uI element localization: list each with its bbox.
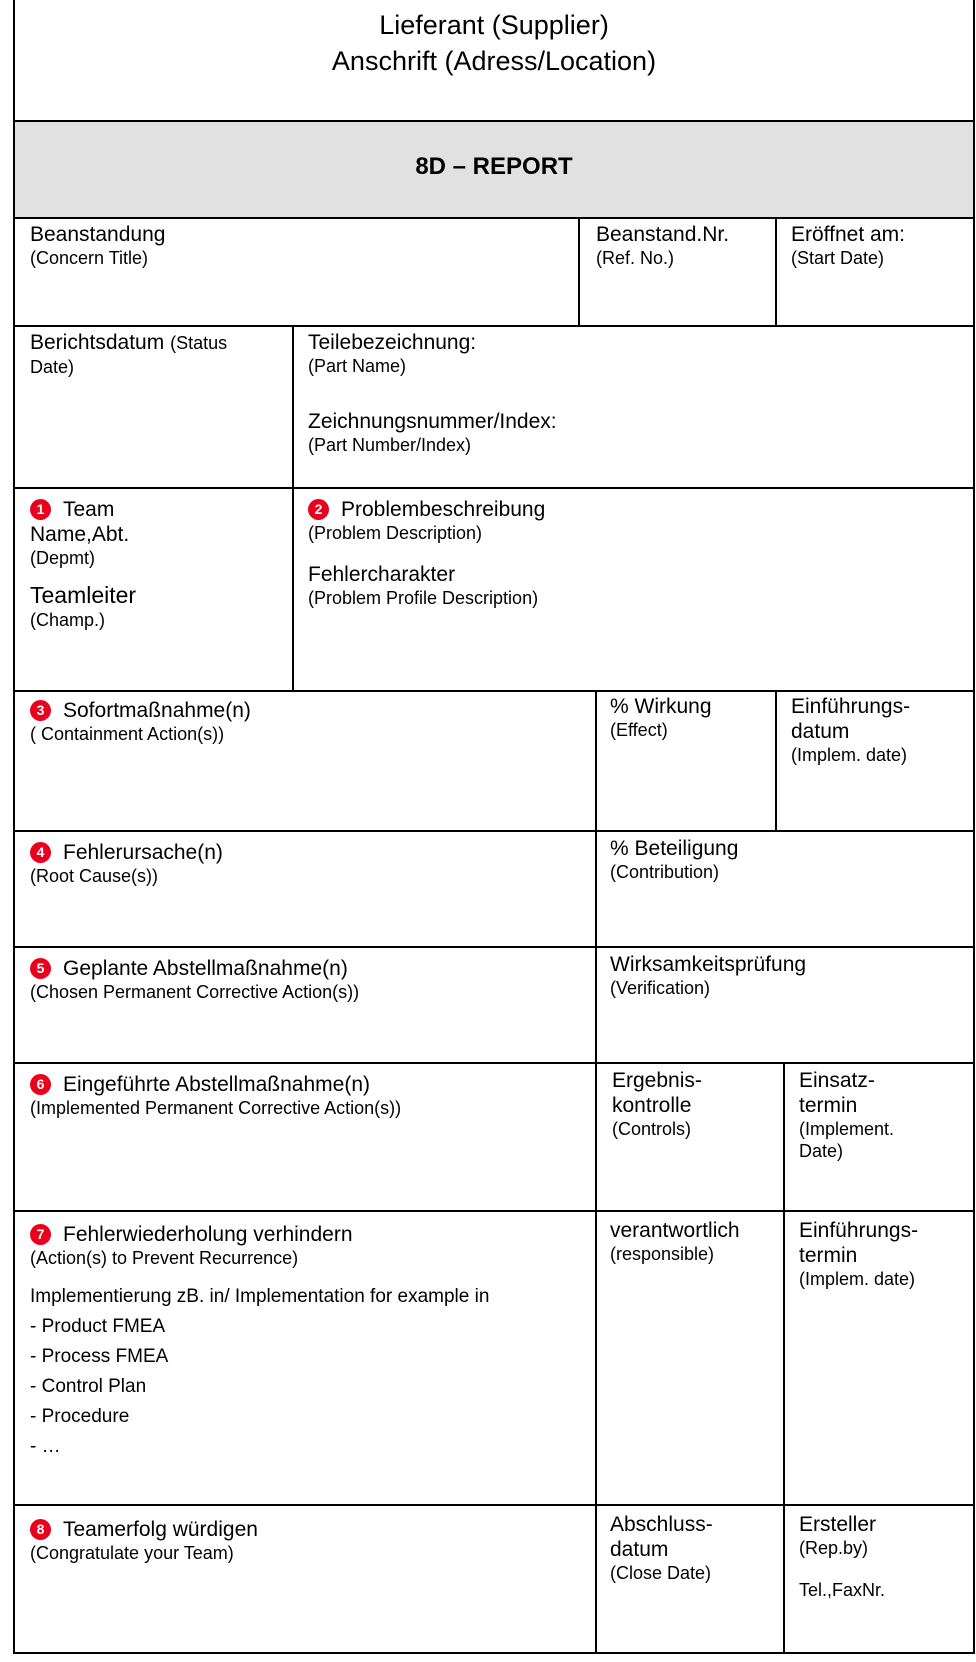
controls-label-en: (Controls): [612, 1119, 692, 1139]
chosen-action-title: Geplante Abstellmaßnahme(n): [63, 957, 348, 980]
divider: [292, 325, 294, 692]
step-3-icon: 3: [30, 700, 51, 721]
implement-date-field[interactable]: [799, 1068, 894, 1162]
implement-date-label: Einsatz-: [799, 1069, 875, 1092]
step-4-icon: 4: [30, 842, 51, 863]
divider: [595, 690, 597, 1654]
team-field[interactable]: [30, 497, 136, 631]
concern-title-field[interactable]: [30, 222, 165, 269]
congratulate-field[interactable]: [30, 1517, 258, 1564]
team-name-label: Name,Abt.: [30, 523, 130, 546]
part-number-label: Zeichnungsnummer/Index:: [308, 410, 557, 433]
status-label: Berichtsdatum (Status: [30, 331, 228, 354]
part-number-field[interactable]: [308, 409, 557, 456]
chosen-action-title-en: (Chosen Permanent Corrective Action(s)): [30, 982, 360, 1002]
controls-field[interactable]: [612, 1068, 702, 1140]
responsible-label: verantwortlich: [610, 1219, 740, 1242]
divider: [775, 217, 777, 327]
effect-field[interactable]: [610, 694, 712, 741]
list-item: - Procedure: [30, 1406, 130, 1427]
divider: [13, 690, 975, 692]
creator-label-en: (Rep.by): [799, 1538, 869, 1558]
implem-date-field[interactable]: [791, 694, 910, 766]
responsible-field[interactable]: [610, 1218, 740, 1265]
implement-date-label-en-2: Date): [799, 1141, 844, 1161]
divider: [13, 325, 975, 327]
creator-tel-label: Tel.,FaxNr.: [799, 1580, 886, 1600]
divider: [13, 946, 975, 948]
verification-label-en: (Verification): [610, 978, 711, 998]
recurrence-date-label-en: (Implem. date): [799, 1269, 916, 1289]
problem-profile-label: Fehlercharakter: [308, 563, 456, 586]
implemented-action-title-en: (Implemented Permanent Corrective Action(s)): [30, 1098, 402, 1118]
contribution-label-en: (Contribution): [610, 862, 720, 882]
divider: [578, 217, 580, 327]
implement-date-label-2: termin: [799, 1094, 858, 1117]
divider: [13, 1210, 975, 1212]
implementation-note: Implementierung zB. in/ Implementation for example in: [30, 1286, 490, 1307]
congratulate-title-en: (Congratulate your Team): [30, 1543, 234, 1563]
start-label: Eröffnet am:: [791, 223, 906, 246]
divider: [783, 1062, 785, 1654]
supplier-line: [15, 10, 973, 41]
implement-date-label-en: (Implement.: [799, 1119, 895, 1139]
ref-label-en: (Ref. No.): [596, 248, 675, 268]
list-item: - Product FMEA: [30, 1316, 166, 1337]
controls-label: Ergebnis-: [612, 1069, 702, 1092]
containment-title: Sofortmaßnahme(n): [63, 699, 251, 722]
contribution-label: % Beteiligung: [610, 837, 739, 860]
team-title: Team: [63, 498, 115, 521]
list-item: - Process FMEA: [30, 1346, 169, 1367]
close-date-label-2: datum: [610, 1538, 669, 1561]
step-8-icon: 8: [30, 1519, 51, 1540]
close-date-field[interactable]: [610, 1512, 713, 1584]
divider: [13, 120, 975, 122]
supplier-label: Lieferant (Supplier): [379, 10, 609, 40]
divider: [13, 830, 975, 832]
prevent-recurrence-field[interactable]: [30, 1222, 489, 1462]
ref-label: Beanstand.Nr.: [596, 223, 730, 246]
verification-field[interactable]: [610, 952, 806, 999]
implemented-action-field[interactable]: [30, 1072, 401, 1119]
implem-date-label-2: datum: [791, 720, 850, 743]
part-number-label-en: (Part Number/Index): [308, 435, 472, 455]
congratulate-title: Teamerfolg würdigen: [63, 1518, 258, 1541]
status-date-field[interactable]: [30, 330, 227, 378]
concern-label-en: (Concern Title): [30, 248, 149, 268]
problem-title: Problembeschreibung: [341, 498, 546, 521]
report-title: [15, 153, 973, 181]
prevent-recurrence-title-en: (Action(s) to Prevent Recurrence): [30, 1248, 299, 1268]
concern-label: Beanstandung: [30, 223, 166, 246]
implemented-action-title: Eingeführte Abstellmaßnahme(n): [63, 1073, 370, 1096]
problem-description-field[interactable]: [308, 497, 545, 609]
part-name-field[interactable]: [308, 330, 476, 377]
problem-title-en: (Problem Description): [308, 523, 483, 543]
address-label: Anschrift (Adress/Location): [331, 46, 657, 76]
ref-no-field[interactable]: [596, 222, 729, 269]
divider: [13, 1504, 975, 1506]
part-name-label-en: (Part Name): [308, 356, 407, 376]
creator-field[interactable]: [799, 1512, 885, 1601]
containment-field[interactable]: [30, 698, 251, 745]
divider: [13, 217, 975, 219]
start-date-field[interactable]: [791, 222, 905, 269]
close-date-label: Abschluss-: [610, 1513, 713, 1536]
root-cause-title: Fehlerursache(n): [63, 841, 223, 864]
chosen-action-field[interactable]: [30, 956, 359, 1003]
problem-profile-label-en: (Problem Profile Description): [308, 588, 539, 608]
step-2-icon: 2: [308, 499, 329, 520]
start-label-en: (Start Date): [791, 248, 885, 268]
step-5-icon: 5: [30, 958, 51, 979]
step-6-icon: 6: [30, 1074, 51, 1095]
contribution-field[interactable]: [610, 836, 738, 883]
divider: [13, 1062, 975, 1064]
prevent-recurrence-title: Fehlerwiederholung verhindern: [63, 1223, 353, 1246]
root-cause-title-en: (Root Cause(s)): [30, 866, 159, 886]
divider: [13, 487, 975, 489]
team-leader-label: Teamleiter: [30, 582, 137, 608]
recurrence-date-field[interactable]: [799, 1218, 918, 1290]
verification-label: Wirksamkeitsprüfung: [610, 953, 807, 976]
report-title-text: 8D – REPORT: [415, 153, 573, 180]
recurrence-date-label-2: termin: [799, 1244, 858, 1267]
address-line: [15, 46, 973, 77]
implementation-list: [30, 1312, 489, 1462]
team-dept-label: (Depmt): [30, 548, 96, 568]
controls-label-2: kontrolle: [612, 1094, 692, 1117]
status-label-en: Date): [30, 357, 75, 377]
responsible-label-en: (responsible): [610, 1244, 715, 1264]
recurrence-date-label: Einführungs-: [799, 1219, 919, 1242]
close-date-label-en: (Close Date): [610, 1563, 712, 1583]
implem-date-label: Einführungs-: [791, 695, 911, 718]
creator-label: Ersteller: [799, 1513, 877, 1536]
implem-date-label-en: (Implem. date): [791, 745, 908, 765]
step-7-icon: 7: [30, 1224, 51, 1245]
team-champ-label: (Champ.): [30, 610, 106, 630]
list-item: - Control Plan: [30, 1376, 147, 1397]
effect-label-en: (Effect): [610, 720, 668, 740]
root-cause-field[interactable]: [30, 840, 223, 887]
containment-title-en: ( Containment Action(s)): [30, 724, 225, 744]
step-1-icon: 1: [30, 499, 51, 520]
part-name-label: Teilebezeichnung:: [308, 331, 477, 354]
list-item: - …: [30, 1436, 61, 1457]
divider: [775, 690, 777, 832]
effect-label: % Wirkung: [610, 695, 712, 718]
